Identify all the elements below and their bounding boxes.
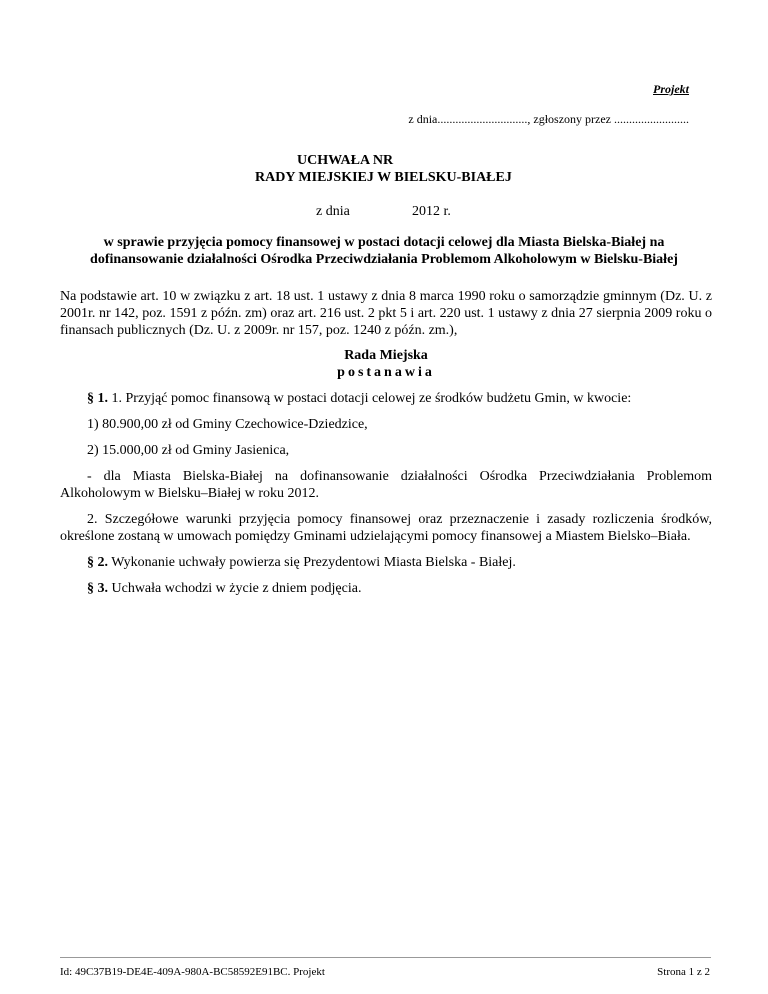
date-year: 2012 r.: [412, 204, 451, 219]
projekt-label: Projekt: [653, 82, 689, 96]
list-item-1: 1) 80.900,00 zł od Gminy Czechowice-Dziedzice,: [87, 417, 368, 432]
section-3-mark: § 3.: [87, 581, 108, 596]
list-item-3: - dla Miasta Bielska-Białej na dofinansowanie działalności Ośrodka Przeciwdziałania Problemom Alkoholowym w Bielsku–Białej w roku 2012.: [60, 469, 712, 501]
footer-divider: [60, 957, 711, 958]
submission-line: z dnia.............................., zgłoszony przez .........................: [408, 112, 689, 126]
section-1: [60, 390, 712, 407]
section-2-text: Wykonanie uchwały powierza się Prezydentowi Miasta Bielska - Białej.: [108, 555, 516, 570]
section-3: [60, 580, 712, 597]
date-label: z dnia: [316, 204, 350, 219]
resolution-body: [60, 288, 712, 597]
page-number: Strona 1 z 2: [657, 966, 710, 978]
section-1-mark: § 1.: [87, 391, 108, 406]
section-3-text: Uchwała wchodzi w życie z dniem podjęcia.: [108, 581, 362, 596]
section-1-text: 1. Przyjąć pomoc finansową w postaci dotacji celowej ze środków budżetu Gmin, w kwocie:: [108, 391, 632, 406]
council-name: RADY MIEJSKIEJ W BIELSKU-BIAŁEJ: [255, 170, 512, 185]
section-2: [60, 554, 712, 571]
resolution-subject: w sprawie przyjęcia pomocy finansowej w postaci dotacji celowej dla Miasta Bielska-Białej na dofinansowanie działalności Ośrodka Przeciwdziałania Problemom Alkoholowym w Bielsku-Białej: [90, 235, 678, 267]
section-2-mark: § 2.: [87, 555, 108, 570]
list-item-2: 2) 15.000,00 zł od Gminy Jasienica,: [87, 443, 290, 458]
postanawia-heading: postanawia: [337, 365, 435, 380]
section-1-point-2: 2. Szczegółowe warunki przyjęcia pomocy finansowej oraz przeznaczenie i zasady rozliczenia środków, określone zostaną w umowach pomiędzy Gminami udzielającymi pomocy finansowej a Miastem Bielsko–Biała.: [60, 512, 712, 544]
rada-heading: Rada Miejska: [344, 348, 428, 363]
preamble: Na podstawie art. 10 w związku z art. 18 ust. 1 ustawy z dnia 8 marca 1990 roku o samorządzie gminnym (Dz. U. z 2001r. nr 142, poz. 1591 z późn. zm) oraz art. 216 ust. 2 pkt 5 i art. 220 ust. 1 ustawy z dnia 27 sierpnia 2009 roku o finansach publicznych (Dz. U. z 2009r. nr 157, poz. 1240 z późn. zm.),: [60, 289, 712, 338]
resolution-number: UCHWAŁA NR: [297, 153, 394, 168]
document-id: Id: 49C37B19-DE4E-409A-980A-BC58592E91BC. Projekt: [60, 966, 325, 978]
